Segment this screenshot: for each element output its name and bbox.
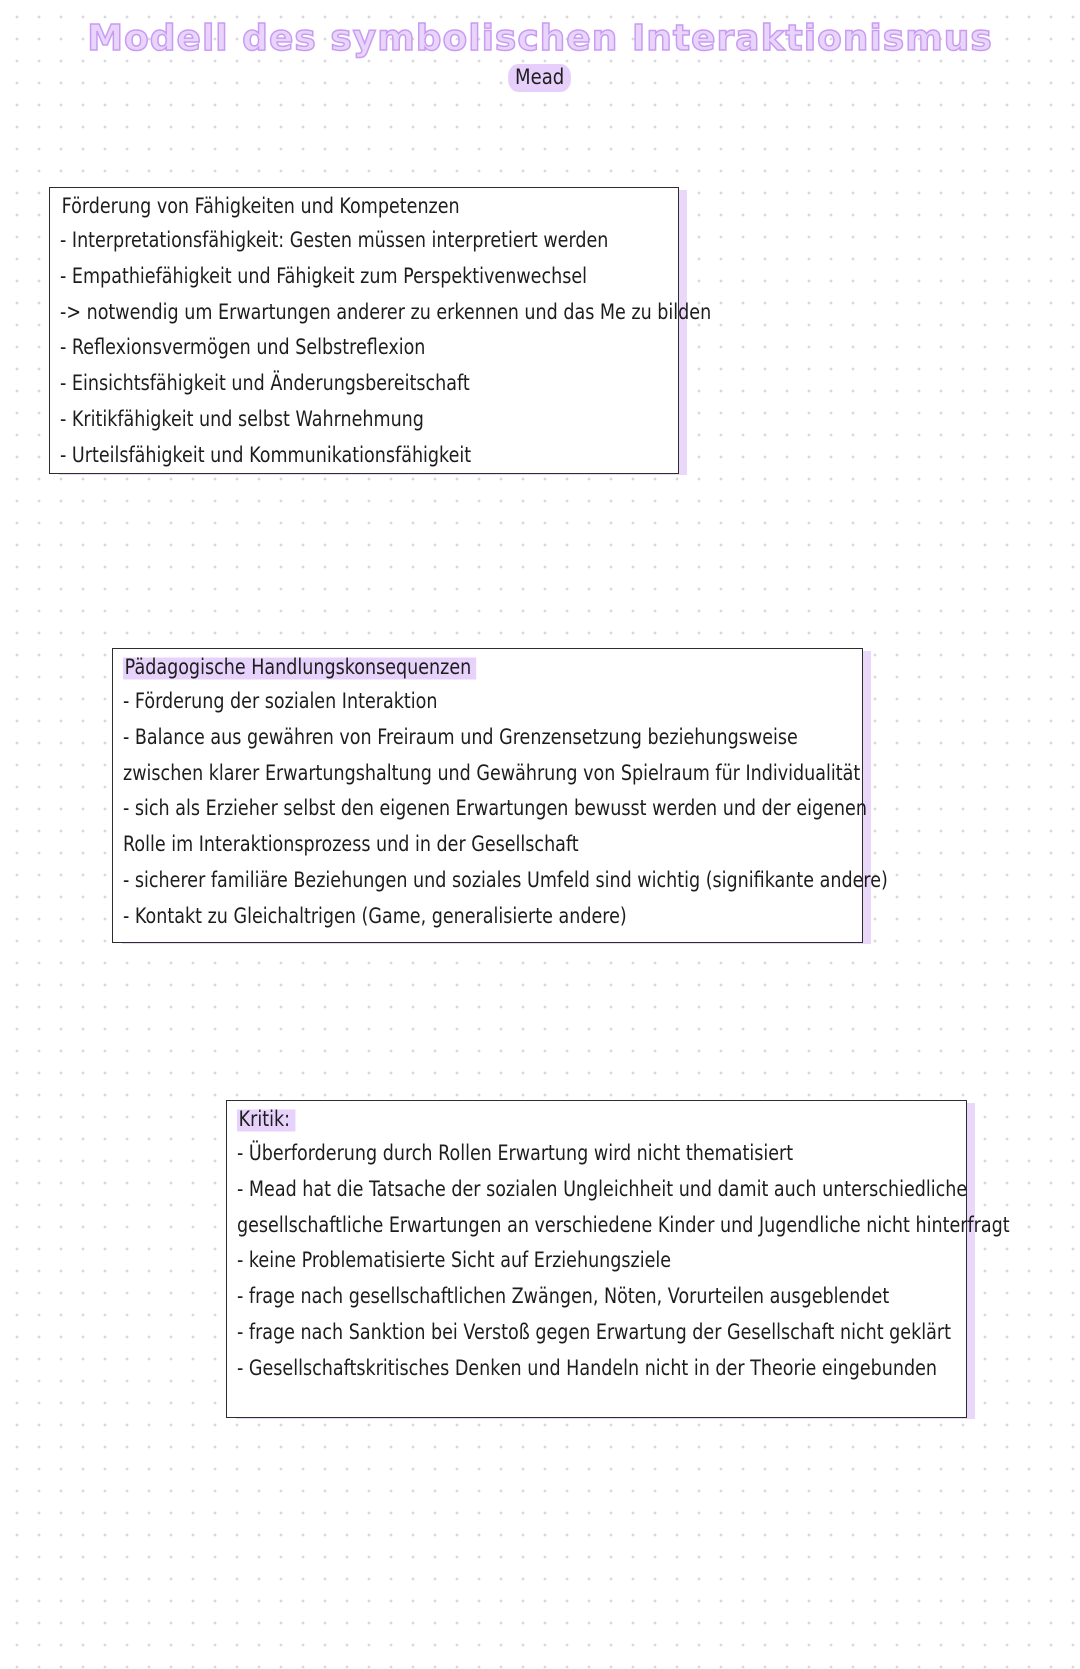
box-line: - Urteilsfähigkeit und Kommunikationsfähigkeit bbox=[60, 442, 472, 467]
box-heading: Pädagogische Handlungskonsequenzen bbox=[123, 652, 476, 682]
box-line: - sich als Erzieher selbst den eigenen Erwartungen bewusst werden und der eigenen bbox=[123, 796, 867, 821]
box-line: Rolle im Interaktionsprozess und in der Gesellschaft bbox=[123, 832, 579, 857]
note-box-consequences bbox=[112, 648, 888, 943]
box-line: - sicherer familiäre Beziehungen und soziales Umfeld sind wichtig (signifikante andere) bbox=[123, 867, 888, 892]
box-heading: Förderung von Fähigkeiten und Kompetenzen bbox=[61, 194, 460, 218]
box-line: - Kontakt zu Gleichaltrigen (Game, generalisierte andere) bbox=[123, 903, 627, 928]
note-box-critique bbox=[226, 1100, 1010, 1418]
box-line: - Kritikfähigkeit und selbst Wahrnehmung bbox=[60, 406, 424, 431]
box-line: - Gesellschaftskritisches Denken und Handeln nicht in der Theorie eingebunden bbox=[237, 1355, 938, 1380]
title-container bbox=[0, 18, 1080, 59]
box-line: - Reflexionsvermögen und Selbstreflexion bbox=[60, 335, 426, 360]
box-heading: Kritik: bbox=[237, 1104, 295, 1134]
box-line: - Mead hat die Tatsache der sozialen Ungleichheit und damit auch unterschiedliche bbox=[237, 1176, 968, 1201]
box-line: - Überforderung durch Rollen Erwartung wird nicht thematisiert bbox=[237, 1141, 794, 1165]
subtitle-container bbox=[0, 64, 1080, 92]
box-line: - Förderung der sozialen Interaktion bbox=[123, 689, 438, 713]
box-line: - Balance aus gewähren von Freiraum und Grenzensetzung beziehungsweise bbox=[123, 724, 798, 749]
box-line: - Einsichtsfähigkeit und Änderungsbereitschaft bbox=[60, 371, 470, 396]
note-box-competences bbox=[49, 187, 712, 474]
box-line: - frage nach gesellschaftlichen Zwängen, Nöten, Vorurteilen ausgeblendet bbox=[237, 1284, 890, 1309]
box-line: zwischen klarer Erwartungshaltung und Gewährung von Spielraum für Individualität bbox=[123, 760, 861, 785]
box-line: gesellschaftliche Erwartungen an verschiedene Kinder und Jugendliche nicht hinterfragt bbox=[237, 1212, 1010, 1237]
box-line: -> notwendig um Erwartungen anderer zu erkennen und das Me zu bilden bbox=[60, 299, 712, 324]
page-title: Modell des symbolischen Interaktionismus bbox=[87, 18, 993, 59]
box-line: - Empathiefähigkeit und Fähigkeit zum Perspektivenwechsel bbox=[60, 263, 588, 288]
page-subtitle: Mead bbox=[509, 64, 572, 92]
box-line: - frage nach Sanktion bei Verstoß gegen Erwartung der Gesellschaft nicht geklärt bbox=[237, 1319, 951, 1344]
box-line: - keine Problematisierte Sicht auf Erziehungsziele bbox=[237, 1248, 672, 1273]
box-line: - Interpretationsfähigkeit: Gesten müssen interpretiert werden bbox=[60, 228, 609, 252]
